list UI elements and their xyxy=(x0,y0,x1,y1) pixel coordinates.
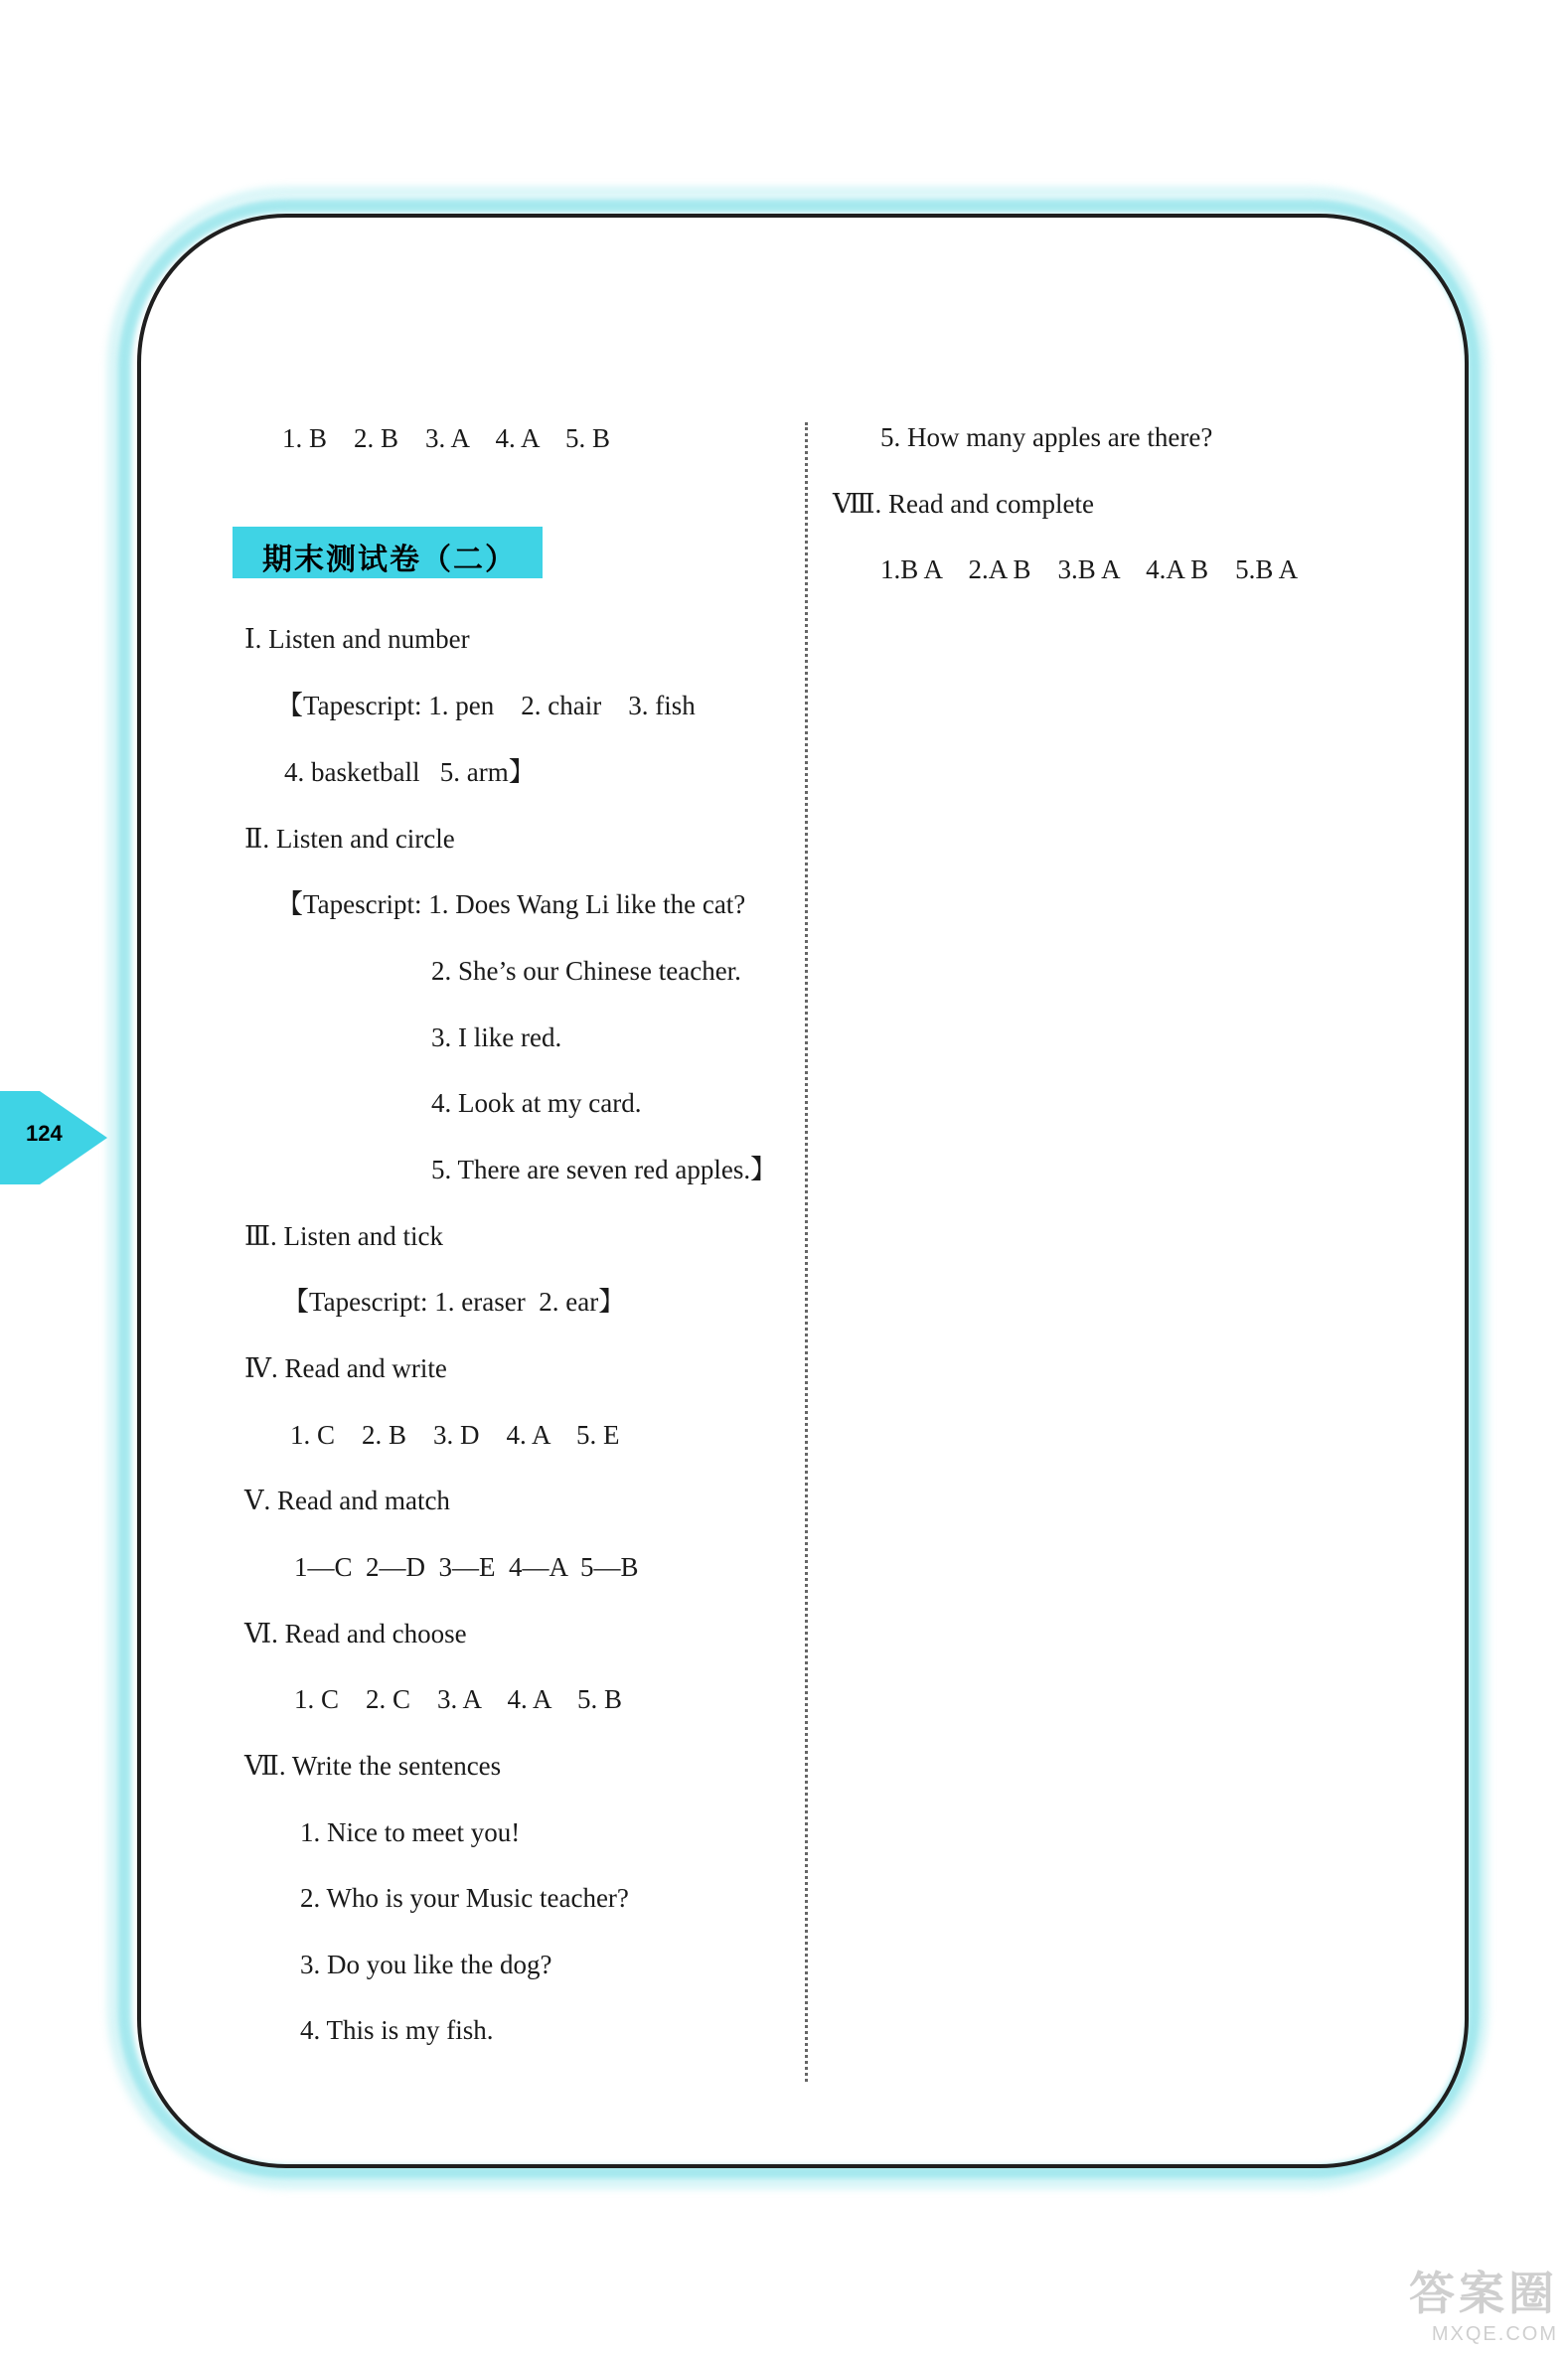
top-answers: 1. B 2. B 3. A 4. A 5. B xyxy=(282,423,611,453)
watermark-logo-text: 答案圈 xyxy=(1409,2268,1558,2319)
section-2-heading: Ⅱ. Listen and circle xyxy=(244,824,455,854)
section-3-heading: Ⅲ. Listen and tick xyxy=(244,1221,443,1251)
column-divider xyxy=(805,422,808,2082)
section-3-tapescript: 【Tapescript: 1. eraser 2. ear】 xyxy=(282,1287,626,1317)
section-7-item-1: 1. Nice to meet you! xyxy=(300,1817,521,1847)
section-2-tapescript-line-5: 5. There are seven red apples.】 xyxy=(431,1155,778,1184)
section-8-heading: Ⅷ. Read and complete xyxy=(833,489,1094,519)
section-1-tapescript-line-1: 【Tapescript: 1. pen 2. chair 3. fish xyxy=(276,691,696,720)
section-2-tapescript-line-3: 3. I like red. xyxy=(431,1022,562,1052)
section-8-answers: 1.B A 2.A B 3.B A 4.A B 5.B A xyxy=(880,554,1299,584)
watermark-url: MXQE.COM xyxy=(1431,2323,1558,2345)
section-2-tapescript-line-1: 【Tapescript: 1. Does Wang Li like the cat? xyxy=(276,889,746,919)
section-6-heading: Ⅵ. Read and choose xyxy=(244,1619,467,1648)
section-1-tapescript-line-2: 4. basketball 5. arm】 xyxy=(284,757,536,787)
section-2-tapescript-line-4: 4. Look at my card. xyxy=(431,1088,642,1118)
section-4-answers: 1. C 2. B 3. D 4. A 5. E xyxy=(290,1420,620,1450)
page-number: 124 xyxy=(26,1121,63,1146)
section-7-item-5: 5. How many apples are there? xyxy=(880,422,1213,452)
section-1-heading: Ⅰ. Listen and number xyxy=(244,624,470,654)
section-7-heading: Ⅶ. Write the sentences xyxy=(244,1751,502,1781)
watermark xyxy=(1409,2258,1558,2346)
section-5-answers: 1—C 2—D 3—E 4—A 5—B xyxy=(294,1552,639,1582)
page-frame xyxy=(137,214,1469,2168)
section-4-heading: Ⅳ. Read and write xyxy=(244,1353,447,1383)
section-7-item-3: 3. Do you like the dog? xyxy=(300,1950,552,1979)
section-5-heading: Ⅴ. Read and match xyxy=(244,1486,450,1515)
section-2-tapescript-line-2: 2. She’s our Chinese teacher. xyxy=(431,956,741,986)
section-6-answers: 1. C 2. C 3. A 4. A 5. B xyxy=(294,1684,623,1714)
section-7-item-2: 2. Who is your Music teacher? xyxy=(300,1883,629,1913)
section-title: 期末测试卷（二） xyxy=(262,543,517,577)
section-7-item-4: 4. This is my fish. xyxy=(300,2015,494,2045)
